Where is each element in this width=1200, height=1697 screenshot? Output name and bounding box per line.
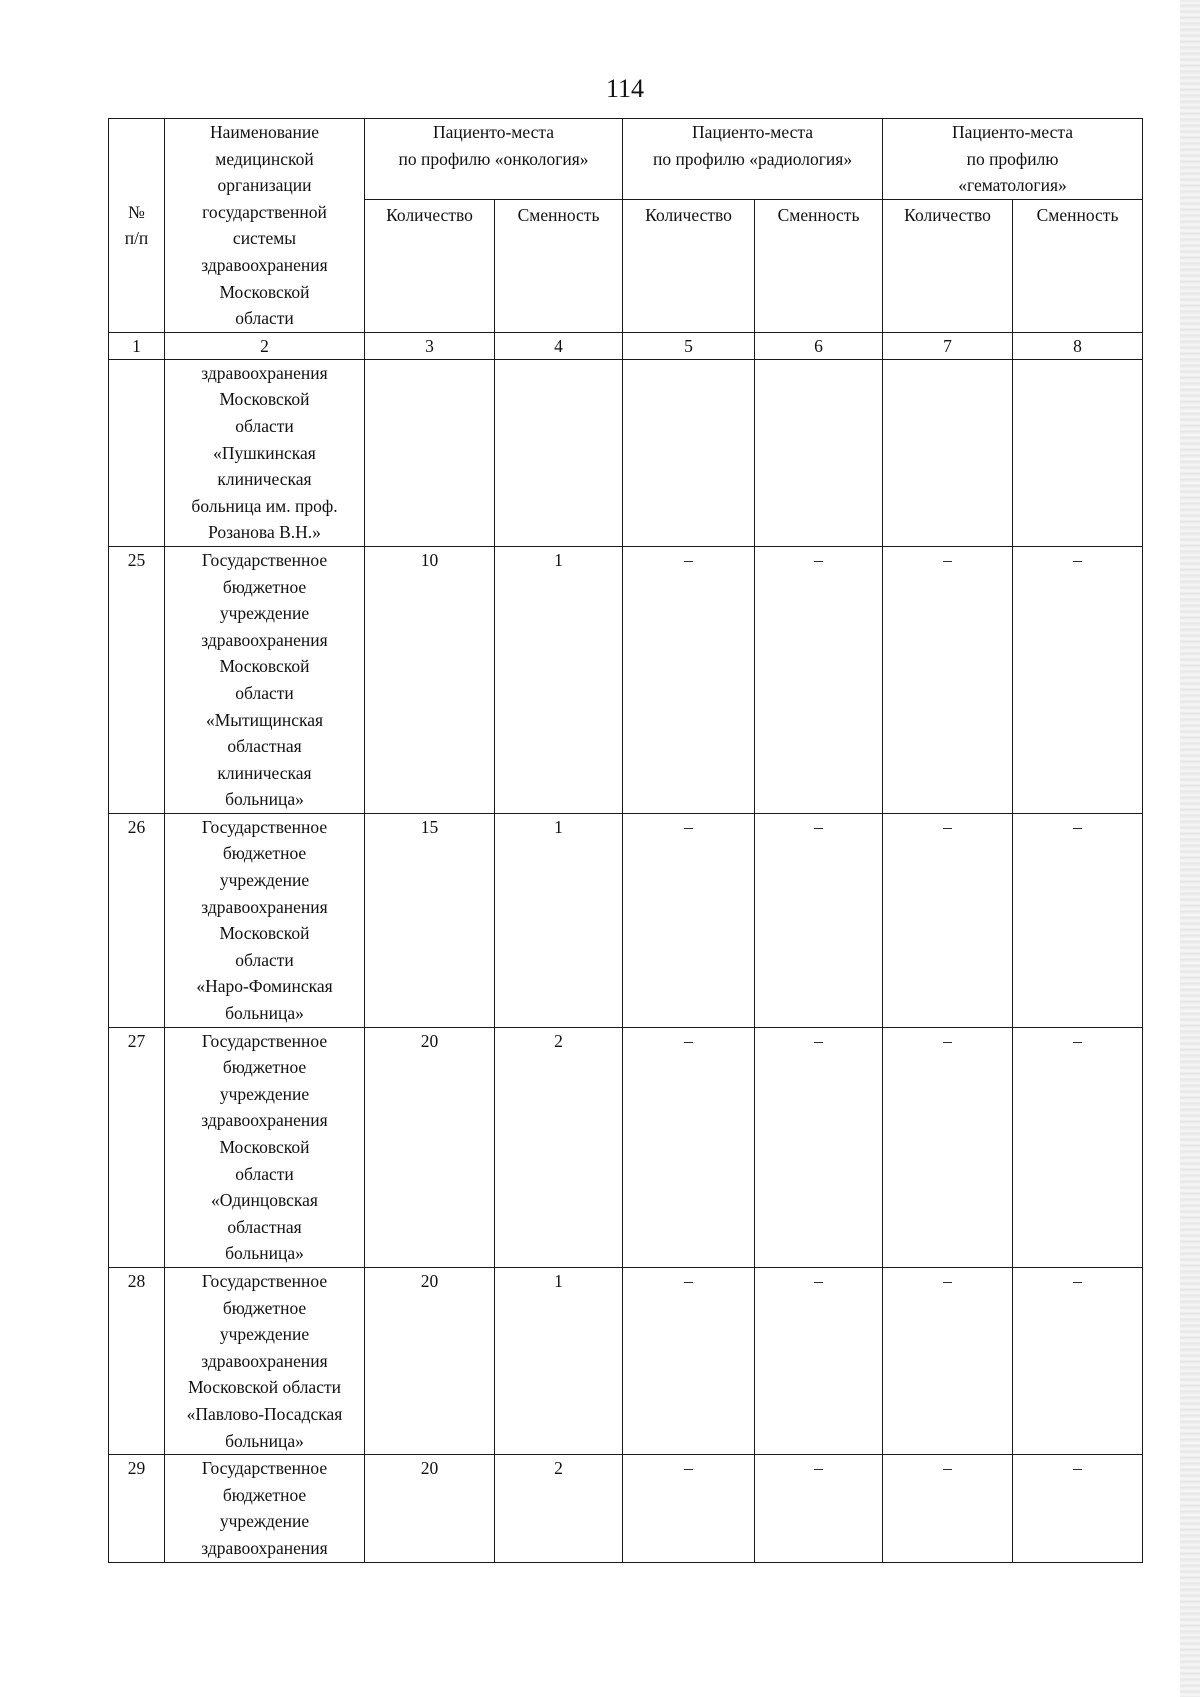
header-num-cell: № п/п (109, 119, 165, 333)
cell-radio-shift: – (755, 1267, 883, 1454)
cell-hemato-shift (1013, 359, 1143, 546)
header-row (109, 119, 1143, 200)
cell-hemato-count (883, 359, 1013, 546)
cell-onco-count: 20 (365, 1027, 495, 1267)
header-name-cell: Наименование медицинской организации государственной системы здравоохранения Московской области (165, 119, 365, 333)
cell-onco-count: 15 (365, 813, 495, 1027)
row-number: 28 (109, 1267, 165, 1454)
header-sub-count: Количество (623, 199, 755, 332)
column-number: 1 (109, 332, 165, 359)
cell-onco-shift: 1 (495, 1267, 623, 1454)
cell-onco-shift (495, 359, 623, 546)
cell-radio-shift (755, 359, 883, 546)
organization-name: Государственное бюджетное учреждение здравоохранения (165, 1455, 365, 1562)
page-number: 114 (605, 74, 645, 103)
cell-onco-count: 20 (365, 1267, 495, 1454)
organization-name: здравоохранения Московской области «Пушкинская клиническая больница им. проф. Розанова В.Н.» (165, 359, 365, 546)
organization-name: Государственное бюджетное учреждение здравоохранения Московской области «Мытищинская областная клиническая больница» (165, 546, 365, 813)
cell-hemato-count: – (883, 1455, 1013, 1562)
cell-hemato-count: – (883, 1267, 1013, 1454)
table-row (109, 813, 1143, 1027)
cell-hemato-shift: – (1013, 1455, 1143, 1562)
table-row (109, 1455, 1143, 1562)
organization-name: Государственное бюджетное учреждение здравоохранения Московской области «Одинцовская областная больница» (165, 1027, 365, 1267)
header-sub-count: Количество (883, 199, 1013, 332)
cell-hemato-shift: – (1013, 1027, 1143, 1267)
cell-onco-shift: 2 (495, 1455, 623, 1562)
column-number: 3 (365, 332, 495, 359)
cell-radio-count: – (623, 1267, 755, 1454)
header-group-radiology: Пациенто-места по профилю «радиология» (623, 119, 883, 200)
cell-radio-count (623, 359, 755, 546)
column-number: 7 (883, 332, 1013, 359)
column-number: 4 (495, 332, 623, 359)
table-body (109, 119, 1143, 1563)
table-row (109, 1027, 1143, 1267)
table-row (109, 1267, 1143, 1454)
cell-hemato-shift: – (1013, 1267, 1143, 1454)
cell-radio-shift: – (755, 546, 883, 813)
cell-onco-count: 10 (365, 546, 495, 813)
header-group-oncology: Пациенто-места по профилю «онкология» (365, 119, 623, 200)
cell-radio-count: – (623, 813, 755, 1027)
cell-onco-shift: 1 (495, 813, 623, 1027)
table-row (109, 359, 1143, 546)
cell-hemato-count: – (883, 813, 1013, 1027)
cell-onco-shift: 2 (495, 1027, 623, 1267)
organization-name: Государственное бюджетное учреждение здравоохранения Московской области «Наро-Фоминская больница» (165, 813, 365, 1027)
cell-radio-count: – (623, 1027, 755, 1267)
table-row (109, 546, 1143, 813)
header-sub-shift: Сменность (495, 199, 623, 332)
column-number: 6 (755, 332, 883, 359)
column-number-row (109, 332, 1143, 359)
cell-hemato-shift: – (1013, 813, 1143, 1027)
scan-edge (1180, 0, 1200, 1697)
cell-hemato-shift: – (1013, 546, 1143, 813)
cell-radio-count: – (623, 546, 755, 813)
cell-onco-count: 20 (365, 1455, 495, 1562)
header-sub-count: Количество (365, 199, 495, 332)
cell-onco-shift: 1 (495, 546, 623, 813)
column-number: 2 (165, 332, 365, 359)
column-number: 5 (623, 332, 755, 359)
row-number: 27 (109, 1027, 165, 1267)
organization-name: Государственное бюджетное учреждение здравоохранения Московской области «Павлово-Посадская больница» (165, 1267, 365, 1454)
row-number: 25 (109, 546, 165, 813)
row-number (109, 359, 165, 546)
cell-radio-count: – (623, 1455, 755, 1562)
header-sub-shift: Сменность (755, 199, 883, 332)
cell-hemato-count: – (883, 546, 1013, 813)
cell-onco-count (365, 359, 495, 546)
beds-table (108, 118, 1143, 1563)
row-number: 29 (109, 1455, 165, 1562)
header-sub-shift: Сменность (1013, 199, 1143, 332)
cell-radio-shift: – (755, 813, 883, 1027)
column-number: 8 (1013, 332, 1143, 359)
cell-radio-shift: – (755, 1027, 883, 1267)
header-group-hematology: Пациенто-места по профилю «гематология» (883, 119, 1143, 200)
row-number: 26 (109, 813, 165, 1027)
cell-hemato-count: – (883, 1027, 1013, 1267)
cell-radio-shift: – (755, 1455, 883, 1562)
